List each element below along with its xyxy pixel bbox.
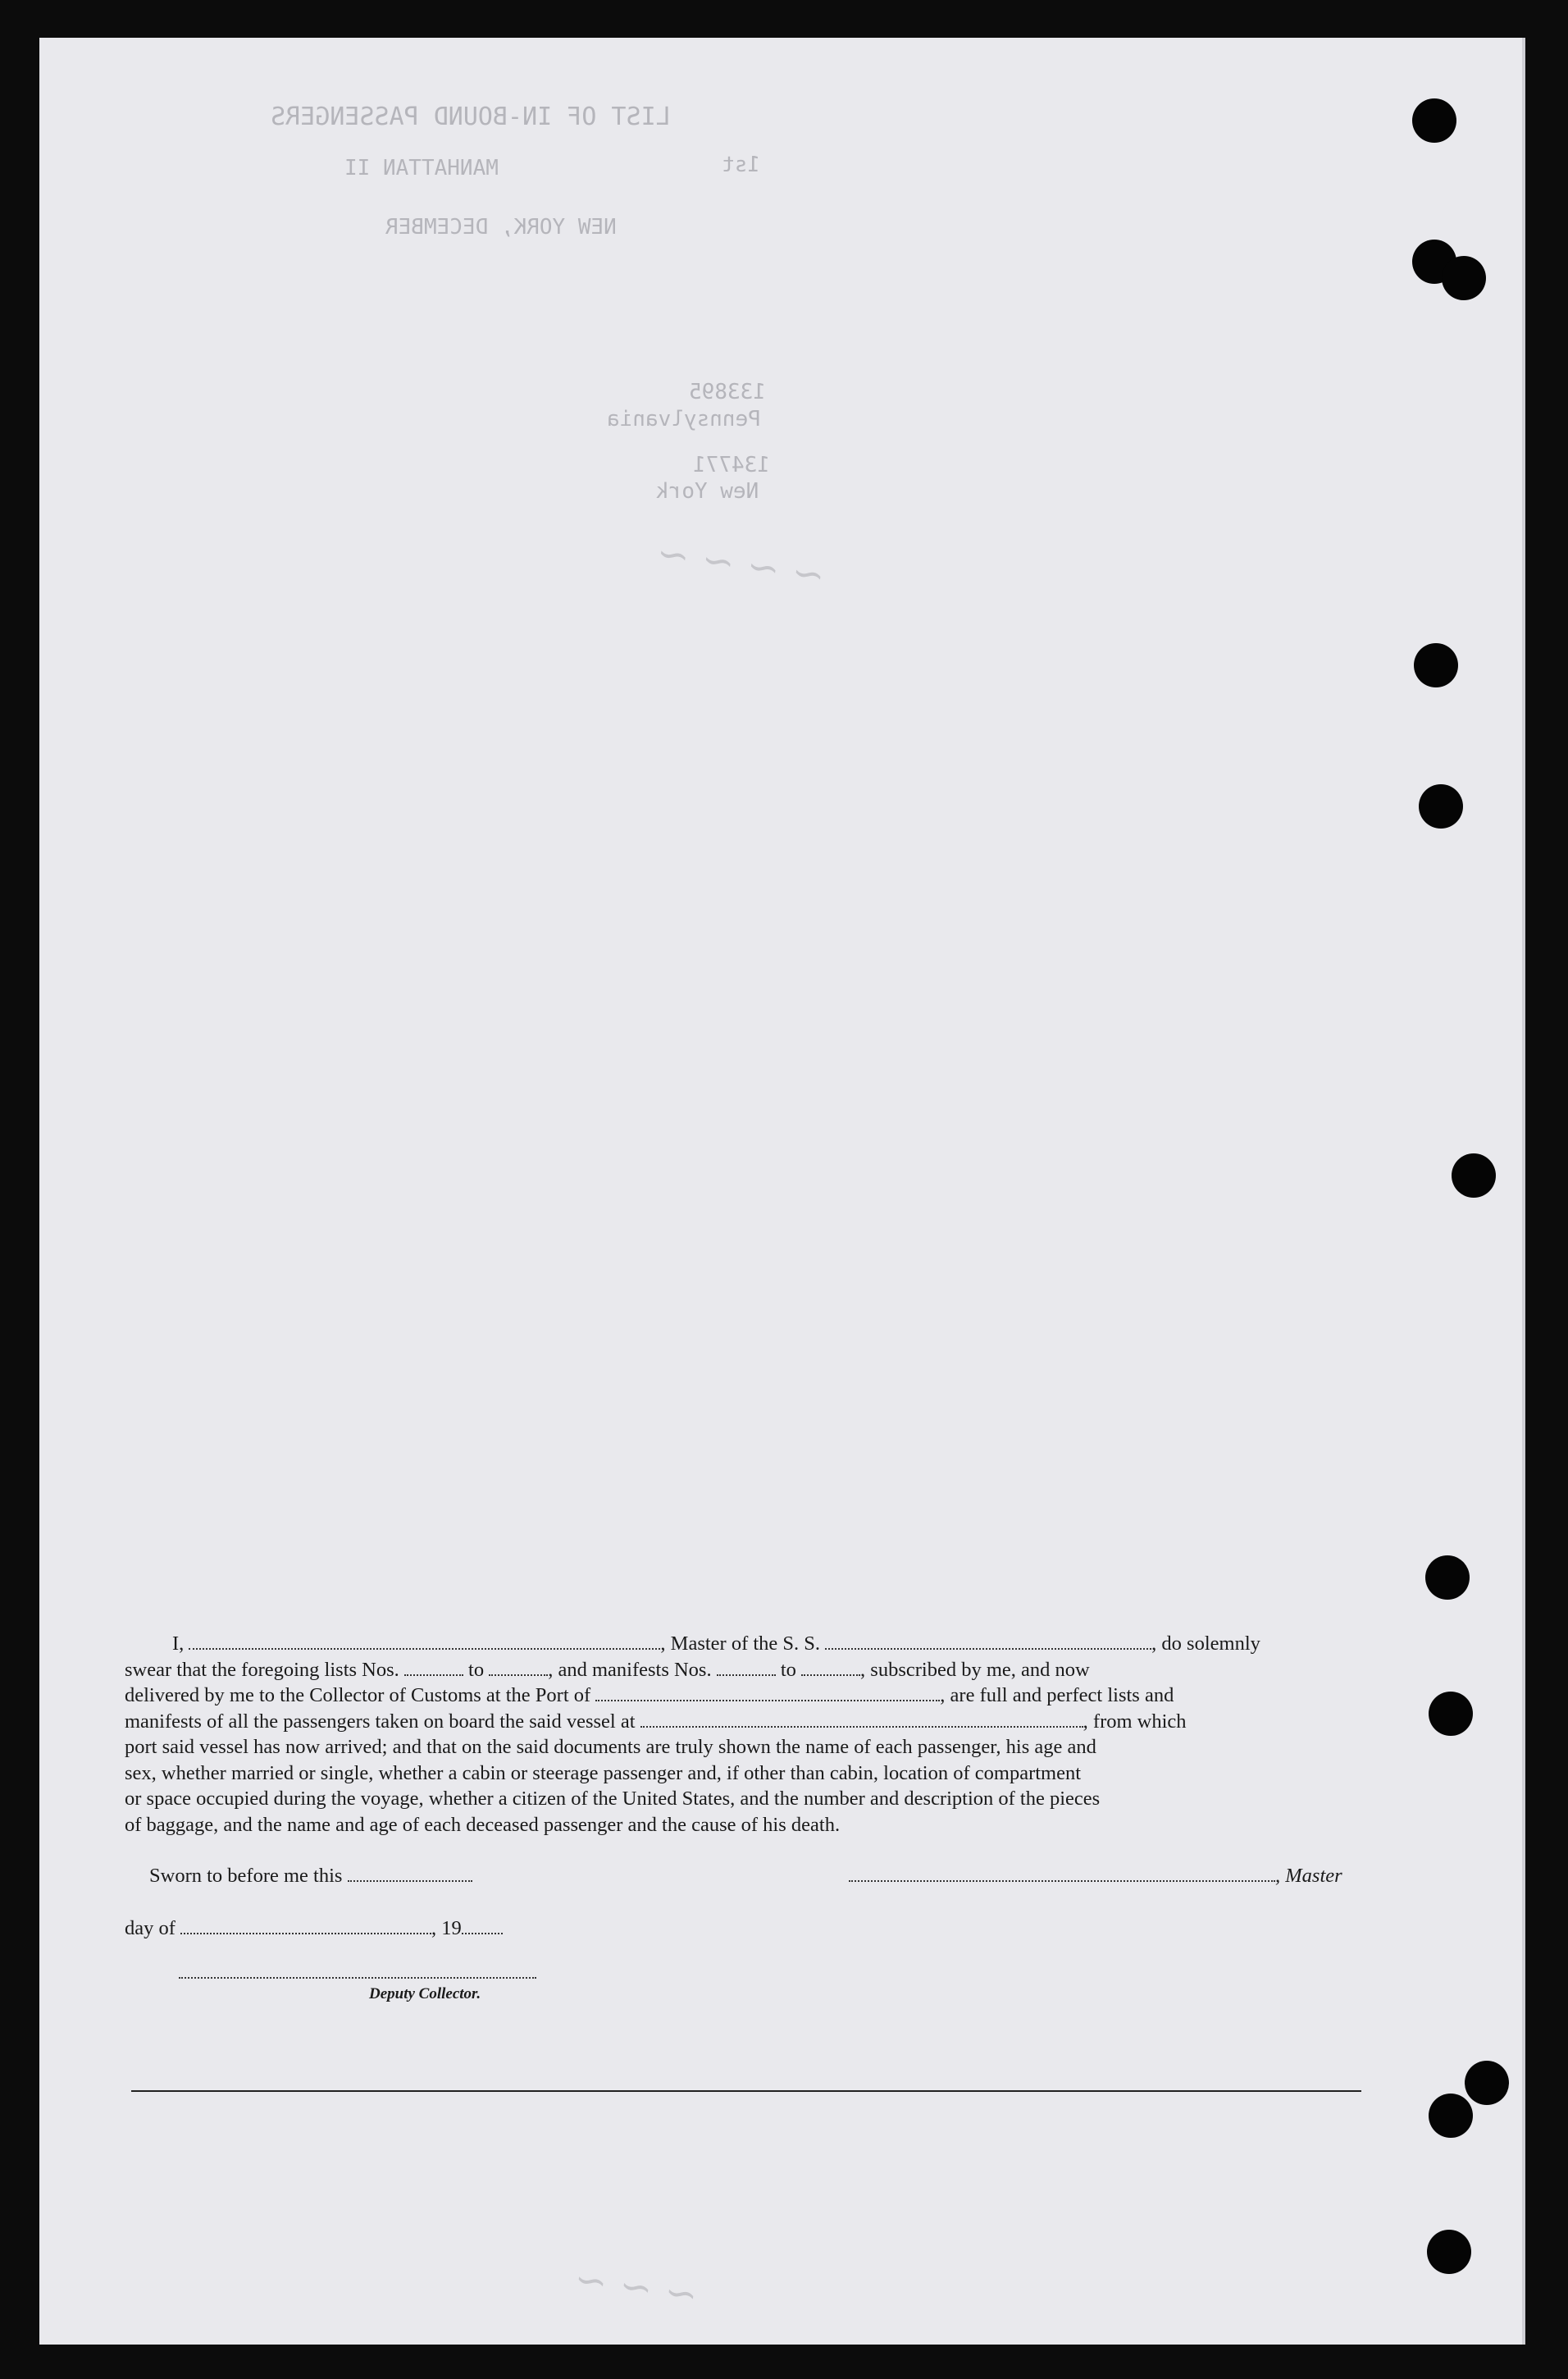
manifest-page	[39, 38, 1525, 2345]
punch-hole	[1429, 2094, 1473, 2138]
bleed-through-number: 133895	[689, 380, 766, 404]
blank-ship-name[interactable]	[825, 1632, 1151, 1650]
declaration-text: , and manifests Nos.	[548, 1658, 712, 1681]
declaration-text: swear that the foregoing lists Nos.	[125, 1658, 399, 1681]
sworn-line	[149, 1864, 472, 1888]
declaration-line-8: of baggage, and the name and age of each deceased passenger and the cause of his death.	[125, 1813, 841, 1836]
bleed-through-class: 1st	[722, 153, 760, 177]
master-signature-line	[849, 1864, 1342, 1888]
blank-lists-from[interactable]	[404, 1658, 463, 1676]
bleed-through-handwriting: ~ ~ ~ ~	[654, 529, 828, 600]
declaration-text: I,	[172, 1632, 185, 1655]
bottom-rule	[131, 2090, 1361, 2092]
sworn-label: Sworn to before me this	[149, 1865, 343, 1887]
blank-master-name[interactable]	[189, 1632, 660, 1650]
declaration-line-1	[125, 1631, 1363, 1657]
bleed-through-number: 134771	[693, 453, 770, 477]
punch-hole	[1465, 2061, 1509, 2105]
declaration-text: to	[468, 1658, 485, 1681]
year-label: , 19	[431, 1917, 462, 1939]
blank-lists-to[interactable]	[489, 1658, 548, 1676]
punch-hole	[1429, 1692, 1473, 1736]
punch-hole	[1452, 1153, 1496, 1198]
declaration-text: , do solemnly	[1151, 1632, 1260, 1655]
blank-manifests-to[interactable]	[801, 1658, 860, 1676]
bleed-through-state: New York	[656, 479, 759, 504]
blank-master-signature[interactable]	[849, 1864, 1275, 1882]
master-label: , Master	[1275, 1865, 1342, 1887]
declaration-line-4	[125, 1709, 1363, 1735]
deputy-collector-label: Deputy Collector.	[369, 1985, 481, 2002]
punch-hole	[1425, 1555, 1470, 1600]
declaration-line-2	[125, 1657, 1363, 1683]
blank-month[interactable]	[180, 1916, 431, 1934]
day-of-label: day of	[125, 1917, 175, 1939]
blank-sworn-day[interactable]	[348, 1864, 472, 1882]
declaration-text: to	[780, 1658, 796, 1681]
declaration-text: delivered by me to the Collector of Customs at the Port of	[125, 1684, 591, 1706]
date-line	[125, 1916, 503, 1940]
declaration-text: , from which	[1083, 1710, 1187, 1733]
punch-hole	[1442, 256, 1486, 300]
blank-manifests-from[interactable]	[717, 1658, 776, 1676]
bleed-through-ship: MANHATTAN II	[344, 156, 499, 180]
declaration-text: , Master of the S. S.	[660, 1632, 821, 1655]
declaration-text: , are full and perfect lists and	[940, 1684, 1174, 1706]
punch-hole	[1427, 2230, 1471, 2274]
punch-hole	[1419, 784, 1463, 829]
blank-year[interactable]	[462, 1916, 503, 1934]
bleed-through-state: Pennsylvania	[607, 407, 761, 432]
declaration-line-3	[125, 1683, 1363, 1709]
bleed-through-arrival: NEW YORK, DECEMBER	[385, 215, 617, 240]
bleed-through-handwriting: ~ ~ ~	[571, 2255, 701, 2319]
declaration-text: manifests of all the passengers taken on board the said vessel at	[125, 1710, 636, 1733]
bleed-through-title: LIST OF IN-BOUND PASSENGERS	[271, 103, 671, 131]
declaration-line-5: port said vessel has now arrived; and that on the said documents are truly shown the name of each passenger, his age and	[125, 1736, 1096, 1758]
deputy-signature-line[interactable]	[179, 1977, 536, 1979]
master-declaration	[125, 1631, 1363, 1838]
declaration-line-6: sex, whether married or single, whether a cabin or steerage passenger and, if other than cabin, location of compartment	[125, 1761, 1082, 1784]
declaration-text: , subscribed by me, and now	[860, 1658, 1090, 1681]
declaration-line-7: or space occupied during the voyage, whether a citizen of the United States, and the number and description of the pieces	[125, 1788, 1101, 1810]
punch-hole	[1412, 98, 1456, 143]
punch-hole	[1414, 643, 1458, 687]
blank-port[interactable]	[595, 1683, 940, 1701]
blank-departure-port[interactable]	[640, 1710, 1083, 1728]
